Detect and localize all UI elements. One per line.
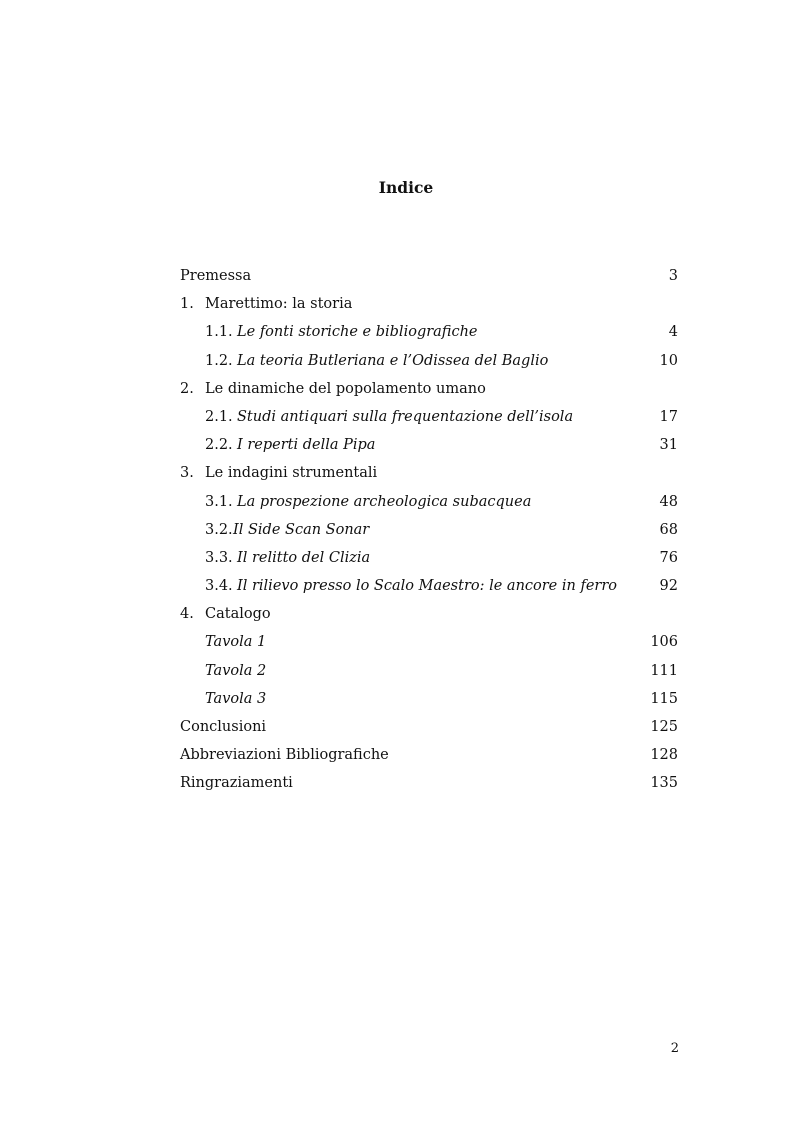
toc-entry-page: 17 bbox=[659, 408, 678, 425]
section-number: 3.3. bbox=[205, 549, 233, 566]
toc-entry-label: Conclusioni bbox=[180, 719, 267, 735]
section-number: 1.1. bbox=[205, 324, 233, 341]
chapter-number: 4. bbox=[180, 606, 194, 623]
chapter-title: Catalogo bbox=[205, 606, 271, 623]
chapter-number: 3. bbox=[180, 465, 194, 482]
toc-chapter-3 bbox=[180, 459, 678, 487]
chapter-number: 2. bbox=[180, 380, 194, 397]
section-title: La teoria Butleriana e l’Odissea del Baglio bbox=[237, 352, 549, 369]
toc-entry-page: 125 bbox=[650, 719, 678, 735]
toc-entry-page: 10 bbox=[659, 352, 678, 369]
toc-entry-page: 92 bbox=[659, 578, 678, 595]
section-number: 2.1. bbox=[205, 408, 233, 425]
toc-tavola-2 bbox=[180, 657, 678, 685]
chapter-title: Le indagini strumentali bbox=[205, 465, 378, 482]
toc-section-3-4 bbox=[180, 572, 678, 600]
toc-section-1-1 bbox=[180, 318, 678, 346]
toc-entry-conclusioni bbox=[180, 713, 678, 741]
toc-entry-abbreviazioni bbox=[180, 741, 678, 769]
toc-entry-page: 111 bbox=[650, 662, 678, 679]
page-title: Indice bbox=[378, 178, 434, 197]
toc-chapter-4 bbox=[180, 600, 678, 628]
toc-tavola-3 bbox=[180, 685, 678, 713]
toc-entry-page: 48 bbox=[659, 493, 678, 510]
toc-entry-page: 68 bbox=[659, 521, 678, 538]
section-number: 3.1. bbox=[205, 493, 233, 510]
toc-entry-label: Premessa bbox=[180, 268, 252, 284]
toc-tavola-1 bbox=[180, 628, 678, 656]
toc-entry-page: 135 bbox=[650, 775, 678, 792]
section-title: Tavola 2 bbox=[205, 662, 267, 679]
page-number: 2 bbox=[670, 1041, 679, 1056]
toc-section-1-2 bbox=[180, 347, 678, 375]
section-title: Il rilievo presso lo Scalo Maestro: le ancore in ferro bbox=[237, 578, 618, 595]
section-title: Tavola 3 bbox=[205, 690, 267, 707]
toc-entry-page: 128 bbox=[650, 747, 678, 764]
toc-section-3-1 bbox=[180, 488, 678, 516]
section-title: Studi antiquari sulla frequentazione dell’isola bbox=[237, 408, 574, 425]
toc-entry-page: 31 bbox=[659, 437, 678, 454]
toc-entry-page: 4 bbox=[668, 324, 678, 341]
section-title: I reperti della Pipa bbox=[237, 437, 376, 454]
section-title: Il relitto del Clizia bbox=[237, 549, 371, 566]
table-of-contents bbox=[180, 262, 678, 798]
section-title: Tavola 1 bbox=[205, 634, 267, 651]
toc-section-3-2 bbox=[180, 516, 678, 544]
section-title: Il Side Scan Sonar bbox=[233, 521, 370, 538]
section-title: Le fonti storiche e bibliografiche bbox=[237, 324, 478, 341]
section-number: 1.2. bbox=[205, 352, 233, 369]
toc-entry-ringraziamenti bbox=[180, 769, 678, 797]
toc-entry-page: 76 bbox=[659, 549, 678, 566]
toc-entry-page: 3 bbox=[668, 268, 678, 284]
toc-entry-page: 106 bbox=[650, 634, 678, 651]
chapter-number: 1. bbox=[180, 296, 194, 313]
toc-section-2-2 bbox=[180, 431, 678, 459]
toc-entry-page: 115 bbox=[650, 690, 678, 707]
toc-section-2-1 bbox=[180, 403, 678, 431]
toc-section-3-3 bbox=[180, 544, 678, 572]
chapter-title: Le dinamiche del popolamento umano bbox=[205, 380, 486, 397]
toc-chapter-2 bbox=[180, 375, 678, 403]
toc-entry-label: Abbreviazioni Bibliografiche bbox=[180, 747, 389, 764]
section-number: 2.2. bbox=[205, 437, 233, 454]
section-number: 3.2. bbox=[205, 521, 233, 538]
toc-entry-premessa bbox=[180, 262, 678, 290]
section-title: La prospezione archeologica subacquea bbox=[237, 493, 532, 510]
section-number: 3.4. bbox=[205, 578, 233, 595]
toc-chapter-1 bbox=[180, 290, 678, 318]
chapter-title: Marettimo: la storia bbox=[205, 296, 353, 313]
toc-entry-label: Ringraziamenti bbox=[180, 775, 293, 792]
